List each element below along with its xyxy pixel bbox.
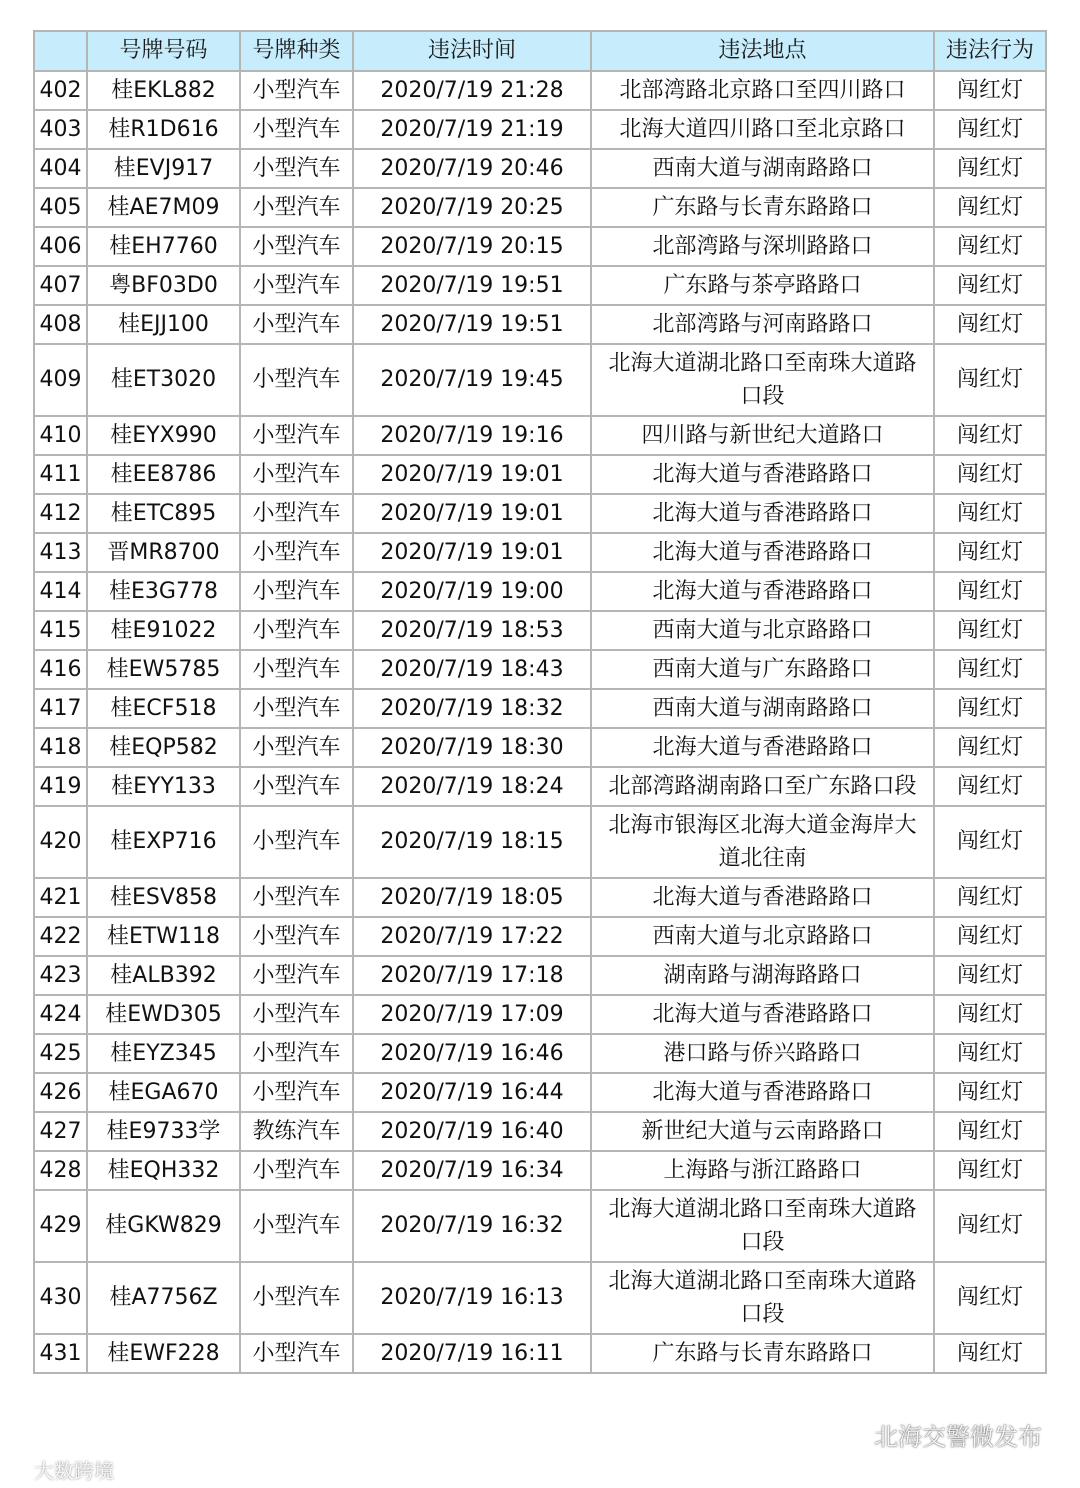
cell-violation-act: 闯红灯 [934, 305, 1046, 344]
cell-plate-number: 桂EGA670 [87, 1073, 240, 1112]
table-row [34, 1073, 1046, 1112]
header-plate-number: 号牌号码 [87, 31, 240, 71]
cell-violation-act: 闯红灯 [934, 917, 1046, 956]
cell-plate-type: 小型汽车 [240, 1073, 353, 1112]
cell-violation-location: 北海大道四川路口至北京路口 [591, 110, 934, 149]
cell-index: 411 [34, 455, 87, 494]
cell-plate-number: 桂EQP582 [87, 728, 240, 767]
header-violation-act: 违法行为 [934, 31, 1046, 71]
table-row [34, 917, 1046, 956]
cell-index: 428 [34, 1151, 87, 1190]
cell-plate-type: 教练汽车 [240, 1112, 353, 1151]
cell-violation-act: 闯红灯 [934, 956, 1046, 995]
table-row [34, 494, 1046, 533]
cell-violation-act: 闯红灯 [934, 110, 1046, 149]
cell-violation-time: 2020/7/19 16:40 [353, 1112, 591, 1151]
cell-plate-number: 桂GKW829 [87, 1190, 240, 1262]
header-violation-time: 违法时间 [353, 31, 591, 71]
cell-violation-location: 北部湾路与深圳路路口 [591, 227, 934, 266]
logo-icon [4, 1460, 30, 1480]
cell-violation-location: 四川路与新世纪大道路口 [591, 416, 934, 455]
table-row [34, 1112, 1046, 1151]
cell-plate-number: 晋MR8700 [87, 533, 240, 572]
cell-violation-time: 2020/7/19 19:00 [353, 572, 591, 611]
cell-index: 415 [34, 611, 87, 650]
cell-index: 424 [34, 995, 87, 1034]
table-row [34, 572, 1046, 611]
cell-violation-act: 闯红灯 [934, 728, 1046, 767]
cell-violation-location: 港口路与侨兴路路口 [591, 1034, 934, 1073]
cell-violation-act: 闯红灯 [934, 1073, 1046, 1112]
cell-plate-number: 桂E3G778 [87, 572, 240, 611]
cell-plate-type: 小型汽车 [240, 227, 353, 266]
cell-violation-act: 闯红灯 [934, 1034, 1046, 1073]
cell-plate-type: 小型汽车 [240, 71, 353, 110]
cell-violation-act: 闯红灯 [934, 227, 1046, 266]
table-row [34, 416, 1046, 455]
cell-violation-act: 闯红灯 [934, 1262, 1046, 1334]
cell-violation-act: 闯红灯 [934, 650, 1046, 689]
cell-plate-number: 桂EWF228 [87, 1334, 240, 1373]
cell-index: 406 [34, 227, 87, 266]
cell-violation-act: 闯红灯 [934, 806, 1046, 878]
table-row [34, 266, 1046, 305]
table-row [34, 1034, 1046, 1073]
cell-index: 412 [34, 494, 87, 533]
cell-violation-time: 2020/7/19 16:46 [353, 1034, 591, 1073]
cell-index: 420 [34, 806, 87, 878]
cell-violation-location: 北海大道与香港路路口 [591, 1073, 934, 1112]
cell-index: 403 [34, 110, 87, 149]
cell-violation-act: 闯红灯 [934, 1334, 1046, 1373]
cell-violation-time: 2020/7/19 18:30 [353, 728, 591, 767]
cell-violation-location: 北海大道与香港路路口 [591, 572, 934, 611]
watermark-left-text: 大数跨境 [34, 1459, 114, 1483]
cell-index: 404 [34, 149, 87, 188]
cell-plate-type: 小型汽车 [240, 650, 353, 689]
cell-index: 423 [34, 956, 87, 995]
table-row [34, 1262, 1046, 1334]
cell-index: 430 [34, 1262, 87, 1334]
cell-violation-location: 西南大道与广东路路口 [591, 650, 934, 689]
cell-violation-act: 闯红灯 [934, 266, 1046, 305]
cell-violation-time: 2020/7/19 20:15 [353, 227, 591, 266]
cell-violation-location: 北海市银海区北海大道金海岸大道北往南 [591, 806, 934, 878]
table-header-row [34, 31, 1046, 71]
cell-plate-type: 小型汽车 [240, 806, 353, 878]
cell-violation-location: 西南大道与北京路路口 [591, 611, 934, 650]
cell-violation-location: 广东路与长青东路路口 [591, 188, 934, 227]
cell-plate-number: 桂EKL882 [87, 71, 240, 110]
cell-index: 422 [34, 917, 87, 956]
cell-violation-time: 2020/7/19 17:22 [353, 917, 591, 956]
cell-plate-type: 小型汽车 [240, 572, 353, 611]
cell-plate-type: 小型汽车 [240, 1334, 353, 1373]
violations-table [33, 30, 1047, 1374]
cell-index: 414 [34, 572, 87, 611]
cell-violation-act: 闯红灯 [934, 611, 1046, 650]
cell-violation-location: 湖南路与湖海路路口 [591, 956, 934, 995]
cell-violation-time: 2020/7/19 19:45 [353, 344, 591, 416]
table-row [34, 227, 1046, 266]
cell-plate-type: 小型汽车 [240, 344, 353, 416]
cell-plate-type: 小型汽车 [240, 1034, 353, 1073]
table-row [34, 995, 1046, 1034]
cell-plate-number: 桂ECF518 [87, 689, 240, 728]
cell-plate-type: 小型汽车 [240, 455, 353, 494]
cell-plate-number: 桂E9733学 [87, 1112, 240, 1151]
cell-plate-number: 桂EYZ345 [87, 1034, 240, 1073]
cell-violation-time: 2020/7/19 19:51 [353, 305, 591, 344]
cell-violation-time: 2020/7/19 16:44 [353, 1073, 591, 1112]
cell-plate-type: 小型汽车 [240, 494, 353, 533]
cell-violation-location: 新世纪大道与云南路路口 [591, 1112, 934, 1151]
cell-violation-location: 北海大道与香港路路口 [591, 728, 934, 767]
cell-plate-number: 桂R1D616 [87, 110, 240, 149]
cell-plate-type: 小型汽车 [240, 149, 353, 188]
cell-index: 425 [34, 1034, 87, 1073]
header-index [34, 31, 87, 71]
table-row [34, 149, 1046, 188]
wechat-icon [838, 1422, 868, 1448]
cell-violation-act: 闯红灯 [934, 344, 1046, 416]
cell-plate-type: 小型汽车 [240, 110, 353, 149]
cell-violation-act: 闯红灯 [934, 149, 1046, 188]
cell-plate-type: 小型汽车 [240, 995, 353, 1034]
table-row [34, 1190, 1046, 1262]
cell-index: 417 [34, 689, 87, 728]
cell-plate-type: 小型汽车 [240, 1151, 353, 1190]
table-row [34, 1334, 1046, 1373]
cell-plate-type: 小型汽车 [240, 416, 353, 455]
cell-plate-number: 桂EH7760 [87, 227, 240, 266]
cell-index: 409 [34, 344, 87, 416]
cell-violation-time: 2020/7/19 20:25 [353, 188, 591, 227]
cell-violation-time: 2020/7/19 19:51 [353, 266, 591, 305]
cell-violation-location: 北部湾路湖南路口至广东路口段 [591, 767, 934, 806]
cell-plate-number: 桂ALB392 [87, 956, 240, 995]
cell-violation-time: 2020/7/19 18:24 [353, 767, 591, 806]
cell-violation-act: 闯红灯 [934, 572, 1046, 611]
cell-violation-time: 2020/7/19 19:01 [353, 533, 591, 572]
table-row [34, 344, 1046, 416]
cell-index: 416 [34, 650, 87, 689]
cell-plate-number: 粤BF03D0 [87, 266, 240, 305]
cell-violation-location: 北海大道与香港路路口 [591, 494, 934, 533]
table-row [34, 956, 1046, 995]
cell-violation-location: 西南大道与北京路路口 [591, 917, 934, 956]
cell-plate-number: 桂ET3020 [87, 344, 240, 416]
cell-violation-time: 2020/7/19 19:01 [353, 494, 591, 533]
cell-index: 429 [34, 1190, 87, 1262]
violations-table-wrap [33, 30, 1045, 1374]
table-row [34, 1151, 1046, 1190]
cell-plate-number: 桂ESV858 [87, 878, 240, 917]
cell-plate-type: 小型汽车 [240, 917, 353, 956]
cell-plate-number: 桂AE7M09 [87, 188, 240, 227]
cell-plate-type: 小型汽车 [240, 767, 353, 806]
table-row [34, 878, 1046, 917]
cell-plate-number: 桂EVJ917 [87, 149, 240, 188]
cell-violation-time: 2020/7/19 18:43 [353, 650, 591, 689]
cell-violation-act: 闯红灯 [934, 71, 1046, 110]
cell-plate-number: 桂E91022 [87, 611, 240, 650]
cell-violation-act: 闯红灯 [934, 767, 1046, 806]
cell-violation-location: 北部湾路与河南路路口 [591, 305, 934, 344]
cell-violation-act: 闯红灯 [934, 533, 1046, 572]
cell-plate-number: 桂EYX990 [87, 416, 240, 455]
table-body [34, 71, 1046, 1373]
cell-index: 431 [34, 1334, 87, 1373]
table-row [34, 767, 1046, 806]
cell-plate-number: 桂EYY133 [87, 767, 240, 806]
cell-violation-act: 闯红灯 [934, 1190, 1046, 1262]
cell-violation-time: 2020/7/19 18:32 [353, 689, 591, 728]
cell-violation-location: 北海大道湖北路口至南珠大道路口段 [591, 1190, 934, 1262]
cell-violation-act: 闯红灯 [934, 455, 1046, 494]
cell-violation-act: 闯红灯 [934, 689, 1046, 728]
table-row [34, 689, 1046, 728]
cell-violation-time: 2020/7/19 16:34 [353, 1151, 591, 1190]
cell-violation-location: 北海大道与香港路路口 [591, 455, 934, 494]
cell-plate-number: 桂ETC895 [87, 494, 240, 533]
cell-plate-number: 桂EWD305 [87, 995, 240, 1034]
cell-violation-time: 2020/7/19 20:46 [353, 149, 591, 188]
cell-plate-number: 桂EE8786 [87, 455, 240, 494]
cell-index: 407 [34, 266, 87, 305]
cell-violation-time: 2020/7/19 19:16 [353, 416, 591, 455]
cell-plate-type: 小型汽车 [240, 533, 353, 572]
cell-violation-act: 闯红灯 [934, 1112, 1046, 1151]
cell-violation-time: 2020/7/19 19:01 [353, 455, 591, 494]
cell-plate-type: 小型汽车 [240, 266, 353, 305]
cell-violation-location: 北海大道湖北路口至南珠大道路口段 [591, 344, 934, 416]
cell-violation-location: 广东路与长青东路路口 [591, 1334, 934, 1373]
cell-violation-time: 2020/7/19 16:32 [353, 1190, 591, 1262]
cell-index: 402 [34, 71, 87, 110]
table-row [34, 650, 1046, 689]
cell-index: 421 [34, 878, 87, 917]
cell-violation-act: 闯红灯 [934, 494, 1046, 533]
table-row [34, 533, 1046, 572]
cell-plate-type: 小型汽车 [240, 188, 353, 227]
cell-violation-time: 2020/7/19 16:13 [353, 1262, 591, 1334]
cell-violation-location: 北海大道与香港路路口 [591, 533, 934, 572]
cell-index: 410 [34, 416, 87, 455]
cell-index: 413 [34, 533, 87, 572]
cell-violation-act: 闯红灯 [934, 416, 1046, 455]
cell-plate-type: 小型汽车 [240, 689, 353, 728]
cell-violation-time: 2020/7/19 16:11 [353, 1334, 591, 1373]
cell-index: 426 [34, 1073, 87, 1112]
cell-plate-type: 小型汽车 [240, 956, 353, 995]
cell-violation-location: 上海路与浙江路路口 [591, 1151, 934, 1190]
cell-index: 427 [34, 1112, 87, 1151]
cell-violation-time: 2020/7/19 18:53 [353, 611, 591, 650]
cell-violation-act: 闯红灯 [934, 878, 1046, 917]
cell-plate-type: 小型汽车 [240, 878, 353, 917]
table-row [34, 110, 1046, 149]
table-row [34, 728, 1046, 767]
cell-violation-act: 闯红灯 [934, 995, 1046, 1034]
watermark [838, 1417, 1042, 1452]
cell-plate-number: 桂EXP716 [87, 806, 240, 878]
table-row [34, 305, 1046, 344]
cell-violation-location: 北海大道与香港路路口 [591, 995, 934, 1034]
cell-violation-time: 2020/7/19 17:09 [353, 995, 591, 1034]
cell-violation-location: 西南大道与湖南路路口 [591, 689, 934, 728]
table-row [34, 188, 1046, 227]
cell-index: 418 [34, 728, 87, 767]
table-row [34, 455, 1046, 494]
cell-plate-number: 桂EQH332 [87, 1151, 240, 1190]
watermark-text: 北海交警微发布 [874, 1423, 1042, 1451]
cell-index: 419 [34, 767, 87, 806]
cell-plate-type: 小型汽车 [240, 611, 353, 650]
table-row [34, 611, 1046, 650]
cell-violation-location: 北海大道与香港路路口 [591, 878, 934, 917]
table-row [34, 806, 1046, 878]
watermark-left [4, 1455, 114, 1484]
cell-violation-act: 闯红灯 [934, 1151, 1046, 1190]
cell-plate-number: 桂EW5785 [87, 650, 240, 689]
cell-violation-time: 2020/7/19 17:18 [353, 956, 591, 995]
cell-plate-type: 小型汽车 [240, 1190, 353, 1262]
table-row [34, 71, 1046, 110]
cell-violation-location: 北部湾路北京路口至四川路口 [591, 71, 934, 110]
cell-plate-number: 桂A7756Z [87, 1262, 240, 1334]
cell-violation-time: 2020/7/19 21:28 [353, 71, 591, 110]
cell-violation-act: 闯红灯 [934, 188, 1046, 227]
cell-violation-location: 广东路与茶亭路路口 [591, 266, 934, 305]
cell-plate-type: 小型汽车 [240, 1262, 353, 1334]
cell-violation-time: 2020/7/19 18:05 [353, 878, 591, 917]
cell-index: 408 [34, 305, 87, 344]
cell-plate-number: 桂ETW118 [87, 917, 240, 956]
cell-violation-location: 西南大道与湖南路路口 [591, 149, 934, 188]
cell-plate-type: 小型汽车 [240, 305, 353, 344]
cell-violation-time: 2020/7/19 21:19 [353, 110, 591, 149]
cell-plate-number: 桂EJJ100 [87, 305, 240, 344]
header-violation-location: 违法地点 [591, 31, 934, 71]
cell-index: 405 [34, 188, 87, 227]
header-plate-type: 号牌种类 [240, 31, 353, 71]
cell-plate-type: 小型汽车 [240, 728, 353, 767]
cell-violation-time: 2020/7/19 18:15 [353, 806, 591, 878]
cell-violation-location: 北海大道湖北路口至南珠大道路口段 [591, 1262, 934, 1334]
